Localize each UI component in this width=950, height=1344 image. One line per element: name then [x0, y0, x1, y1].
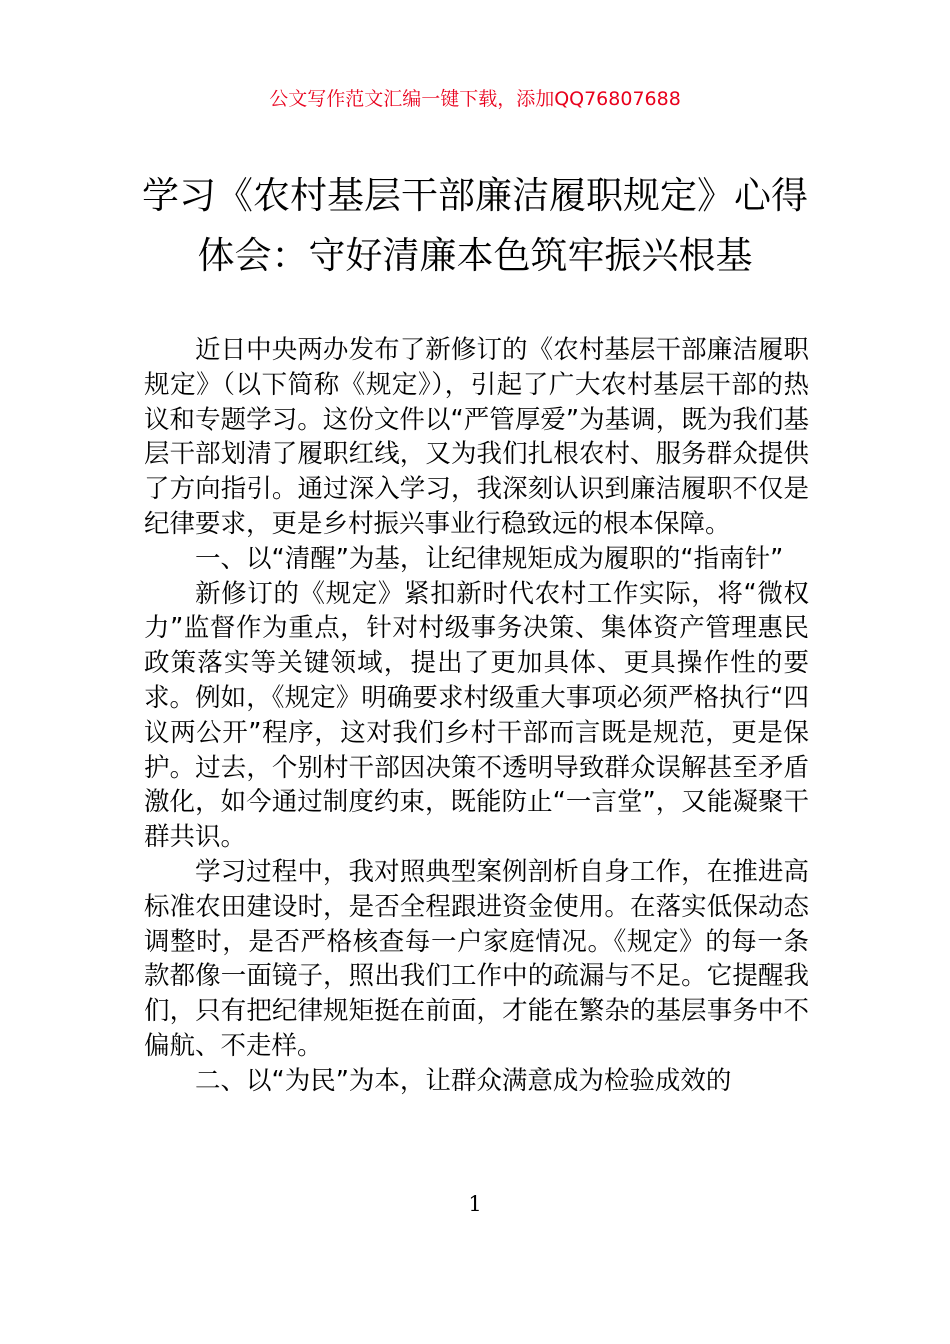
document-body — [144, 333, 809, 1099]
title-line-2: 体会：守好清廉本色筑牢振兴根基 — [197, 234, 753, 277]
title-line-1: 学习《农村基层干部廉洁履职规定》心得 — [142, 174, 808, 217]
paragraph-reflection: 学习过程中，我对照典型案例剖析自身工作，在推进高标准农田建设时，是否全程跟进资金使用。在落实低保动态调整时，是否严格核查每一户家庭情况。《规定》的每一条款都像一面镜子，照出我们工作中的疏漏与不足。它提醒我们，只有把纪律规矩挺在前面，才能在繁杂的基层事务中不偏航、不走样。 — [144, 856, 809, 1061]
document-title — [100, 166, 850, 286]
section-heading-1: 一、以“清醒”为基，让纪律规矩成为履职的“指南针” — [195, 543, 784, 574]
page-number: 1 — [468, 1192, 482, 1216]
paragraph-rules: 新修订的《规定》紧扣新时代农村工作实际，将“微权力”监督作为重点，针对村级事务决策、集体资产管理惠民政策落实等关键领域，提出了更加具体、更具操作性的要求。例如，《规定》明确要求村级重大事项必须严格执行“四议两公开”程序，这对我们乡村干部而言既是规范，更是保护。过去，个别村干部因决策不透明导致群众误解甚至矛盾激化，如今通过制度约束，既能防止“一言堂”，又能凝聚干群共识。 — [144, 578, 809, 853]
section-heading-2: 二、以“为民”为本，让群众满意成为检验成效的 — [195, 1065, 732, 1096]
paragraph-intro: 近日中央两办发布了新修订的《农村基层干部廉洁履职规定》（以下简称《规定》），引起了广大农村基层干部的热议和专题学习。这份文件以“严管厚爱”为基调，既为我们基层干部划清了履职红线，又为我们扎根农村、服务群众提供了方向指引。通过深入学习，我深刻认识到廉洁履职不仅是纪律要求，更是乡村振兴事业行稳致远的根本保障。 — [144, 335, 809, 539]
header-banner: 公文写作范文汇编一键下载，添加QQ76807688 — [269, 88, 681, 110]
